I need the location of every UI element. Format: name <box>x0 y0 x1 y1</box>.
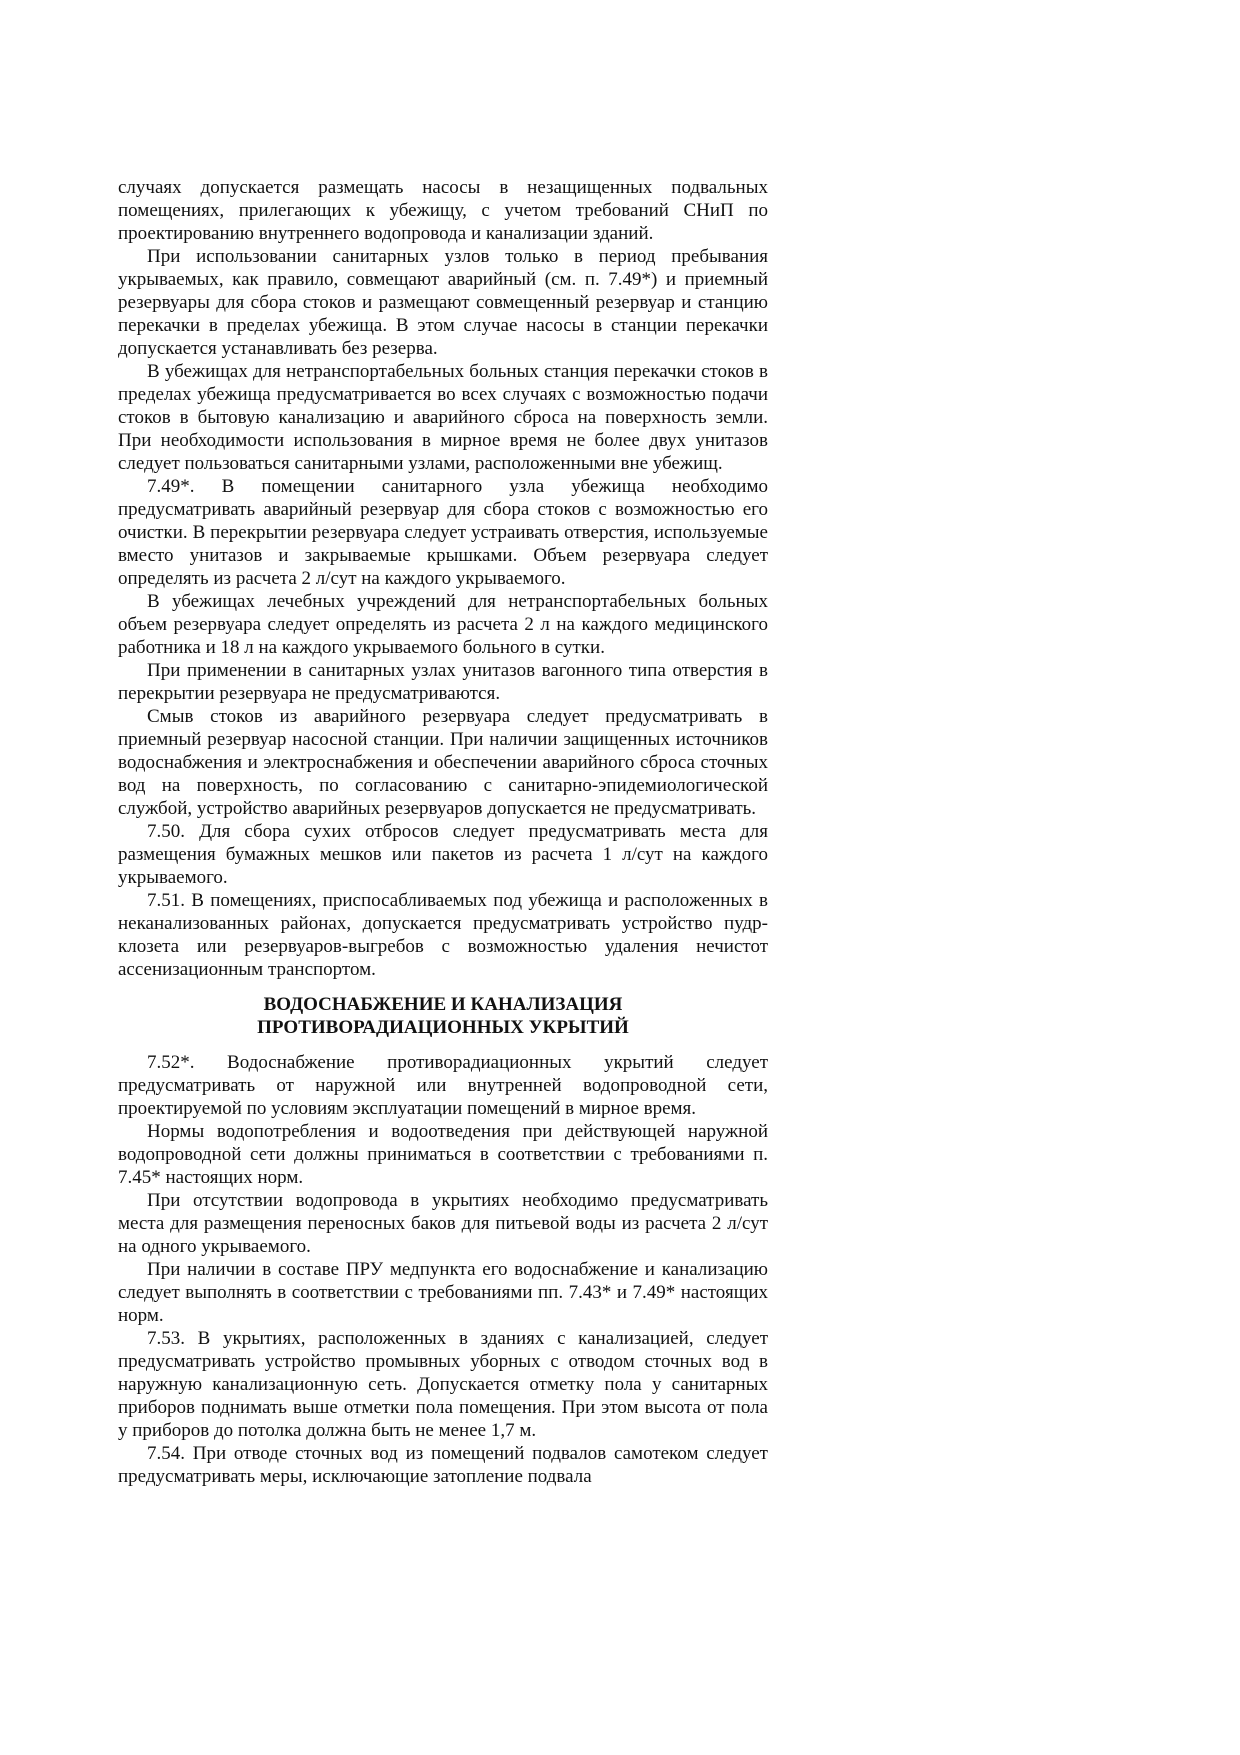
paragraph: В убежищах лечебных учреждений для нетранспортабельных больных объем резервуара следует определять из расчета 2 л на каждого медицинского работника и 18 л на каждого укрываемого больного в сутки. <box>118 591 768 658</box>
paragraph-7-51: 7.51. В помещениях, приспосабливаемых под убежища и расположенных в неканализованных районах, допускается предусматривать устройство пудр-клозета или резервуаров-выгребов с возможностью удаления нечистот ассенизационным транспортом. <box>118 890 768 980</box>
text-column <box>118 176 768 1488</box>
paragraph-7-52: 7.52*. Водоснабжение противорадиационных укрытий следует предусматривать от наружной или внутренней водопроводной сети, проектируемой по условиям эксплуатации помещений в мирное время. <box>118 1052 768 1119</box>
paragraph: Смыв стоков из аварийного резервуара следует предусматривать в приемный резервуар насосной станции. При наличии защищенных источников водоснабжения и электроснабжения и обеспечении аварийного сброса сточных вод на поверхность, по согласованию с санитарно-эпидемиологической службой, устройство аварийных резервуаров допускается не предусматривать. <box>118 706 768 819</box>
paragraph: При применении в санитарных узлах унитазов вагонного типа отверстия в перекрытии резервуара не предусматриваются. <box>118 660 768 704</box>
paragraph: При отсутствии водопровода в укрытиях необходимо предусматривать места для размещения переносных баков для питьевой воды из расчета 2 л/сут на одного укрываемого. <box>118 1190 768 1257</box>
paragraph: При использовании санитарных узлов только в период пребывания укрываемых, как правило, совмещают аварийный (см. п. 7.49*) и приемный резервуары для сбора стоков и размещают совмещенный резервуар и станцию перекачки в пределах убежища. В этом случае насосы в станции перекачки допускается устанавливать без резерва. <box>118 246 768 359</box>
section-heading-line: ВОДОСНАБЖЕНИЕ И КАНАЛИЗАЦИЯ <box>263 994 623 1015</box>
paragraph: В убежищах для нетранспортабельных больных станция перекачки стоков в пределах убежища предусматривается во всех случаях с возможностью подачи стоков в бытовую канализацию и аварийного сброса на поверхность земли. При необходимости использования в мирное время не более двух унитазов следует пользоваться санитарными узлами, расположенными вне убежищ. <box>118 361 768 474</box>
paragraph-7-54: 7.54. При отводе сточных вод из помещений подвалов самотеком следует предусматривать меры, исключающие затопление подвала <box>118 1443 768 1487</box>
paragraph: случаях допускается размещать насосы в незащищенных подвальных помещениях, прилегающих к убежищу, с учетом требований СНиП по проектированию внутреннего водопровода и канализации зданий. <box>118 177 768 244</box>
paragraph: Нормы водопотребления и водоотведения при действующей наружной водопроводной сети должны приниматься в соответствии с требованиями п. 7.45* настоящих норм. <box>118 1121 768 1188</box>
paragraph-7-50: 7.50. Для сбора сухих отбросов следует предусматривать места для размещения бумажных мешков или пакетов из расчета 1 л/сут на каждого укрываемого. <box>118 821 768 888</box>
section-heading <box>118 993 768 1039</box>
section-heading-line: ПРОТИВОРАДИАЦИОННЫХ УКРЫТИЙ <box>257 1017 629 1038</box>
paragraph-7-53: 7.53. В укрытиях, расположенных в зданиях с канализацией, следует предусматривать устройство промывных уборных с отводом сточных вод в наружную канализационную сеть. Допускается отметку пола у санитарных приборов поднимать выше отметки пола помещения. При этом высота от пола у приборов до потолка должна быть не менее 1,7 м. <box>118 1328 768 1441</box>
paragraph-7-49: 7.49*. В помещении санитарного узла убежища необходимо предусматривать аварийный резервуар для сбора стоков с возможностью его очистки. В перекрытии резервуара следует устраивать отверстия, используемые вместо унитазов и закрываемые крышками. Объем резервуара следует определять из расчета 2 л/сут на каждого укрываемого. <box>118 476 768 589</box>
paragraph: При наличии в составе ПРУ медпункта его водоснабжение и канализацию следует выполнять в соответствии с требованиями пп. 7.43* и 7.49* настоящих норм. <box>118 1259 768 1326</box>
